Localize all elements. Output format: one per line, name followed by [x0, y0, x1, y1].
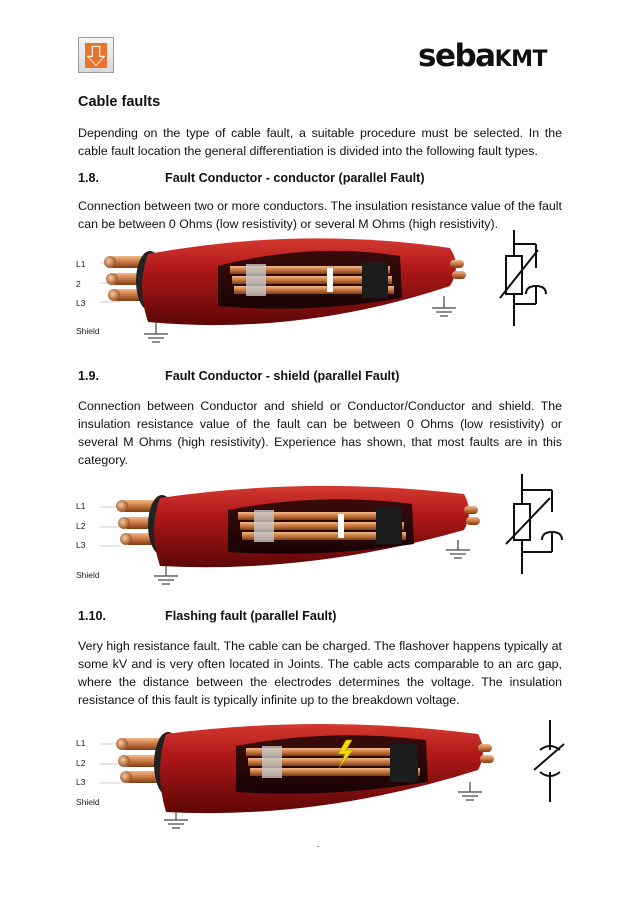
section-paragraph: Connection between Conductor and shield or Conductor/Conductor and shield. The insulation resistance value of the fault can be between 0 Ohms (low resistivity) or several M Ohms (high resistivity). Experience has shown, that most faults are in this category. [78, 399, 562, 467]
label-shield: Shield [76, 797, 100, 807]
fault-symbol-diagram [494, 470, 574, 580]
cable-illustration [100, 712, 500, 836]
section-number: 1.8. [78, 171, 100, 185]
logo-main: seba [418, 38, 495, 74]
page-footer-mark [317, 846, 319, 847]
label-l3: L3 [76, 298, 86, 308]
section-paragraph: Connection between two or more conductors. The insulation resistance value of the fault can be between 0 Ohms (low resistivity) or several M Ohms (high resistivity). [78, 199, 562, 231]
section-number: 1.10. [78, 609, 107, 623]
cable-illustration [100, 226, 480, 346]
label-shield: Shield [76, 326, 100, 336]
sebakmt-logo [418, 38, 580, 72]
section-number: 1.9. [78, 369, 100, 383]
cable-illustration [100, 470, 490, 588]
label-l1: L1 [76, 738, 86, 748]
section-title: Fault Conductor - conductor (parallel Fault) [165, 171, 425, 185]
section-title: Flashing fault (parallel Fault) [165, 609, 337, 623]
arc-gap-symbol [530, 716, 570, 806]
intro-paragraph: Depending on the type of cable fault, a suitable procedure must be selected. In the cable fault location the general differentiation is divided into the following fault types. [78, 126, 562, 158]
label-l1: L1 [76, 259, 86, 269]
label-l2: 2 [76, 279, 81, 289]
label-l3: L3 [76, 540, 86, 550]
label-shield: Shield [76, 570, 100, 580]
logo-sub: KMT [494, 47, 548, 72]
orange-down-arrow-icon [79, 38, 113, 72]
section-paragraph: Very high resistance fault. The cable can be charged. The flashover happens typically at some kV and is very often located in Joints. The cable acts comparable to an arc gap, where the distance between the electrodes determines the voltage. The insulation resistance of this fault is typically infinite up to the breakdown voltage. [78, 639, 562, 707]
label-l1: L1 [76, 501, 86, 511]
fault-symbol-diagram [486, 226, 566, 336]
section-title: Fault Conductor - shield (parallel Fault) [165, 369, 400, 383]
document-icon [78, 37, 114, 73]
label-l2: L2 [76, 758, 86, 768]
label-l3: L3 [76, 777, 86, 787]
page-title: Cable faults [78, 94, 161, 110]
label-l2: L2 [76, 521, 86, 531]
